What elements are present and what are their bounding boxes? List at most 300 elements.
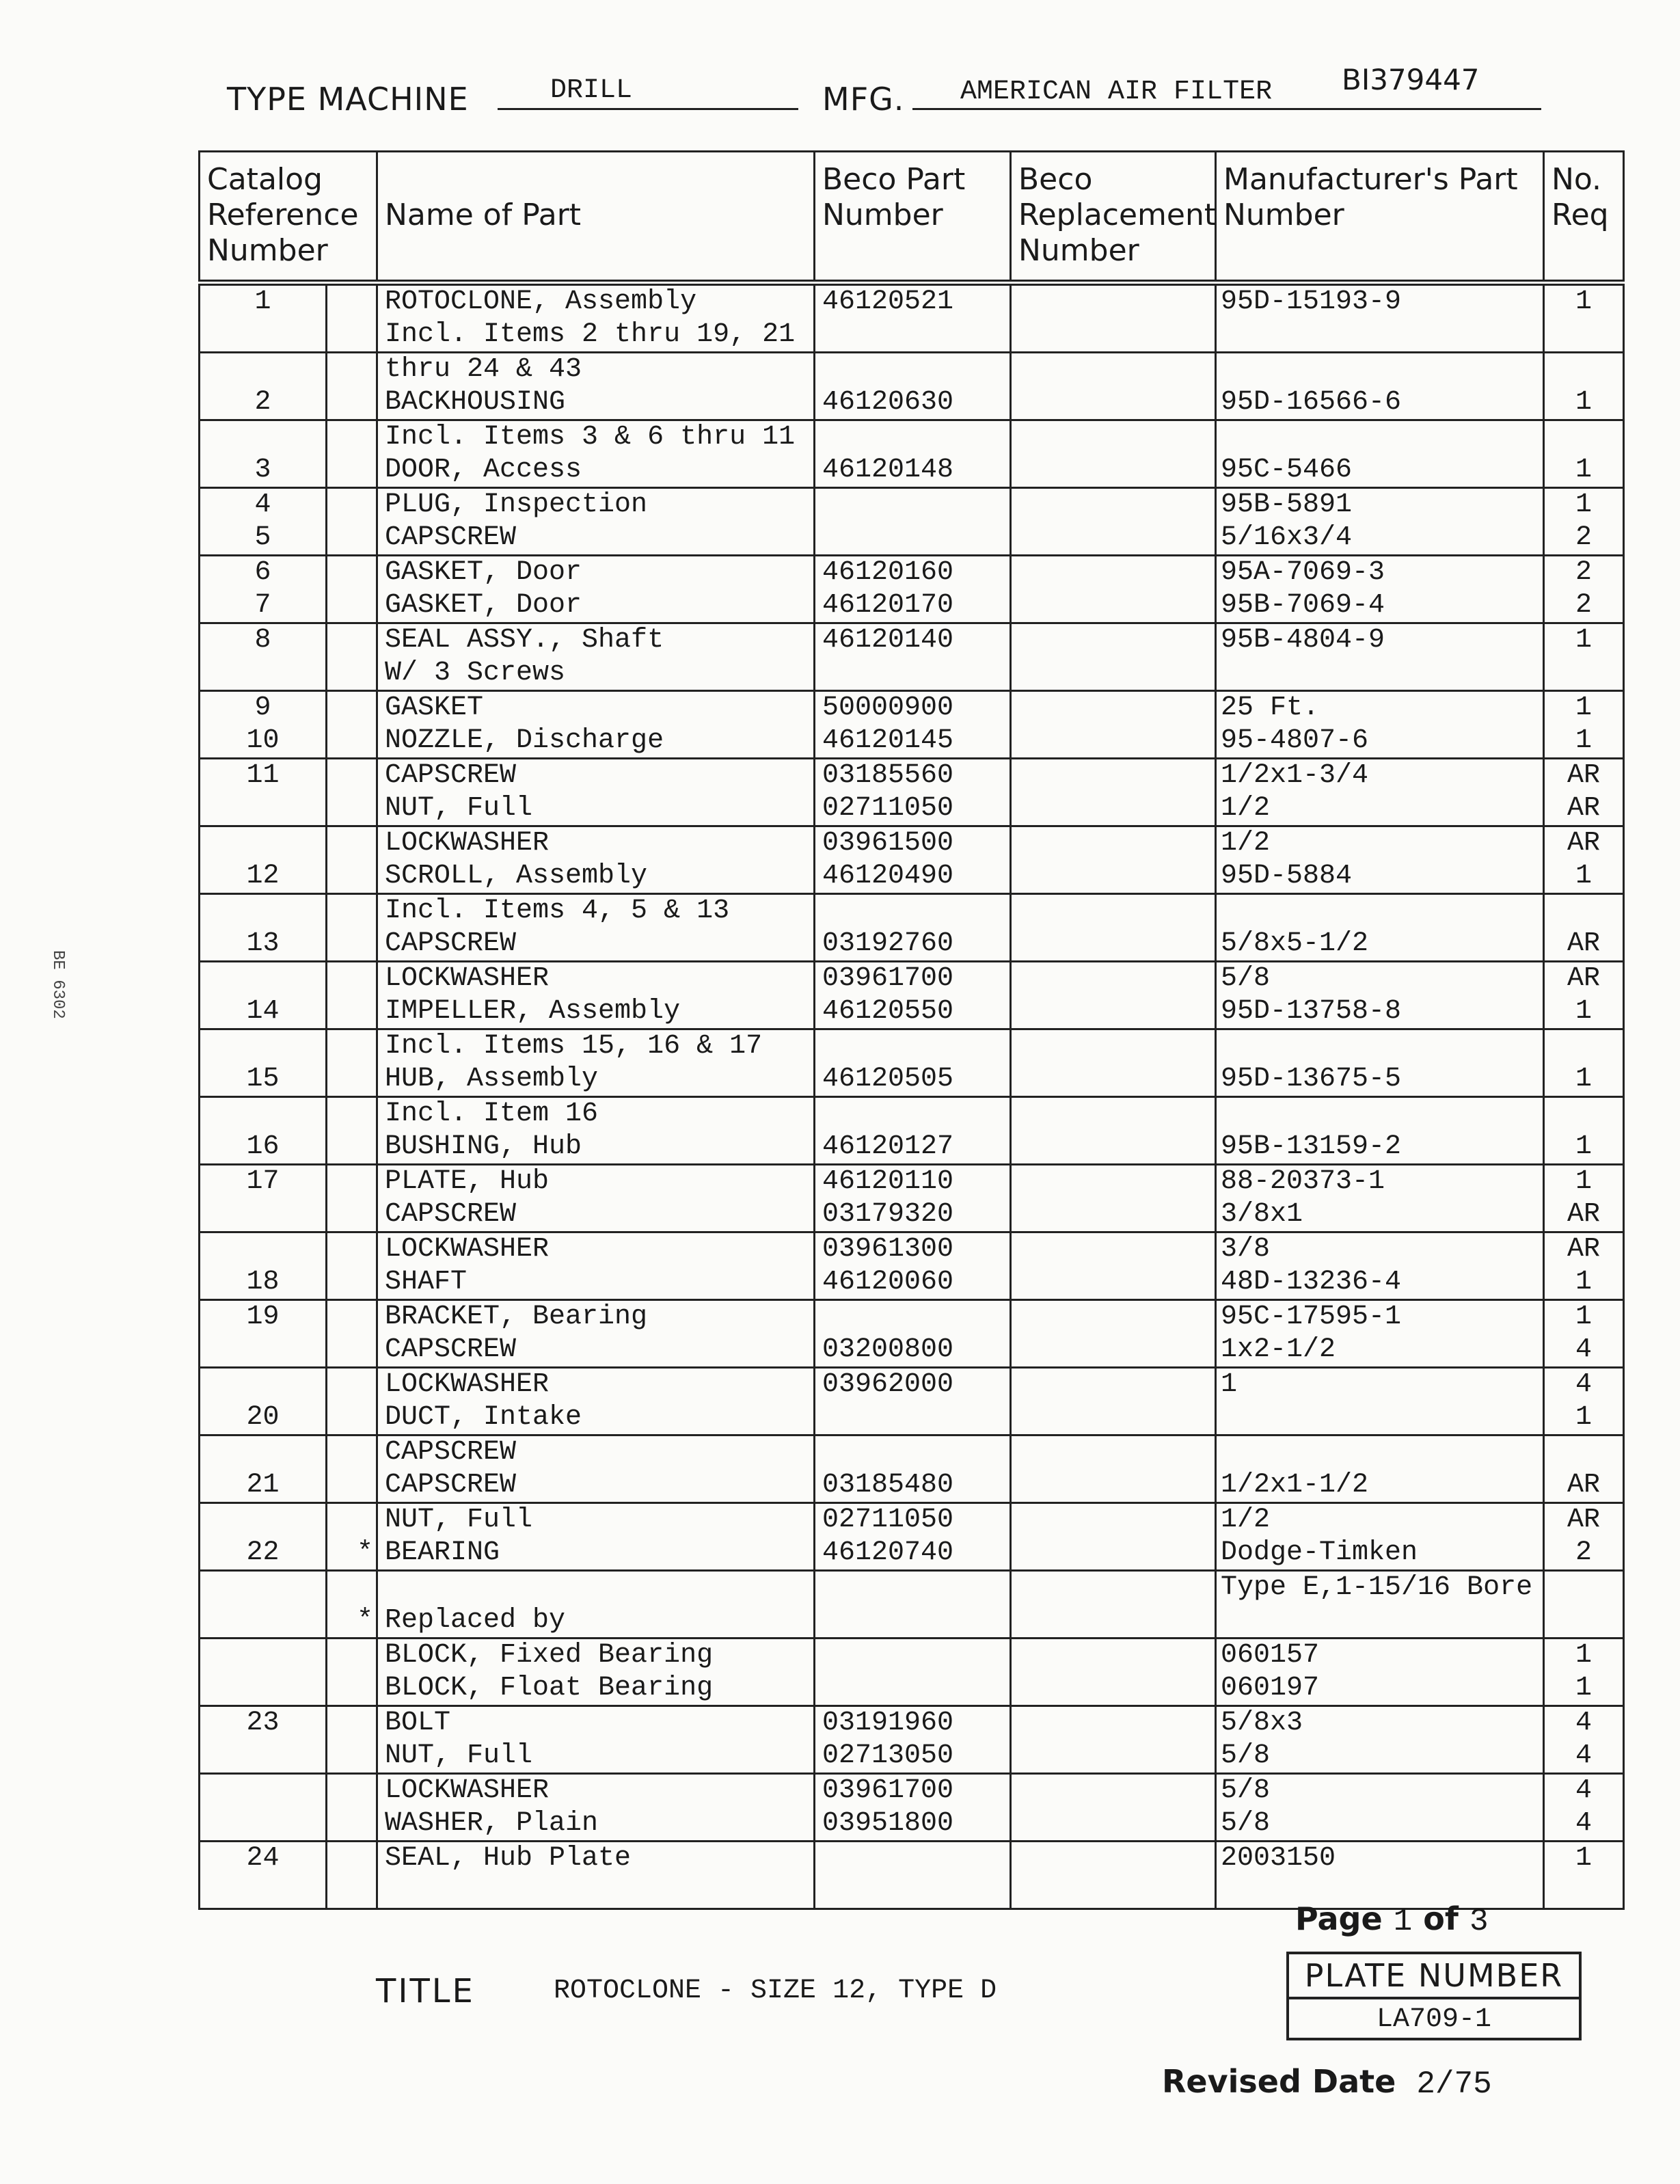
- part-name-cell: [377, 792, 815, 826]
- no-req-text: 1: [1575, 1064, 1592, 1094]
- part-name-cell: [377, 860, 815, 894]
- catalog-ref-cell: [200, 1029, 327, 1064]
- beco-part-cell: [815, 1672, 1011, 1706]
- table-row: [200, 657, 1624, 691]
- parts-table: [198, 150, 1625, 1910]
- beco-replacement-cell: [1011, 1232, 1216, 1267]
- replacement-mark-cell: [327, 1266, 377, 1300]
- mfg-label: MFG.: [822, 81, 905, 118]
- beco-replacement-cell: [1011, 488, 1216, 522]
- beco-replacement-cell: [1011, 1469, 1216, 1503]
- beco-replacement-cell: [1011, 1503, 1216, 1537]
- mfr-part-cell: [1216, 1334, 1544, 1368]
- part-name-cell: [377, 1063, 815, 1097]
- table-row: [200, 1029, 1624, 1064]
- beco-replacement-cell: [1011, 1807, 1216, 1842]
- beco-replacement-cell: [1011, 1334, 1216, 1368]
- beco-replacement-cell: [1011, 589, 1216, 623]
- catalog-ref-text: 7: [254, 590, 271, 621]
- beco-replacement-cell: [1011, 826, 1216, 861]
- catalog-ref-text: 1: [254, 286, 271, 317]
- beco-part-cell: [815, 1503, 1011, 1537]
- type-machine-underline: [498, 108, 798, 110]
- catalog-ref-text: 21: [246, 1470, 280, 1500]
- no-req-cell: [1544, 420, 1624, 455]
- page-current: 1: [1393, 1904, 1413, 1939]
- catalog-ref-cell: [200, 1571, 327, 1605]
- catalog-ref-text: 18: [246, 1267, 280, 1297]
- no-req-text: 1: [1575, 692, 1592, 723]
- beco-part-cell: [815, 792, 1011, 826]
- catalog-ref-cell: [200, 1774, 327, 1808]
- no-req-cell: [1544, 691, 1624, 725]
- mfr-part-cell: [1216, 353, 1544, 387]
- beco-part-cell: [815, 386, 1011, 420]
- replacement-mark-cell: [327, 928, 377, 962]
- table-row: [200, 1537, 1624, 1571]
- part-name-cell: [377, 894, 815, 928]
- beco-part-cell: [815, 1435, 1011, 1470]
- catalog-ref-cell: [200, 488, 327, 522]
- replacement-mark-cell: [327, 319, 377, 353]
- mfr-part-cell: [1216, 623, 1544, 658]
- mfr-part-cell: [1216, 995, 1544, 1029]
- part-name-cell: [377, 1232, 815, 1267]
- beco-part-cell: [815, 1300, 1011, 1334]
- beco-replacement-cell: [1011, 1672, 1216, 1706]
- part-name-cell: [377, 420, 815, 455]
- mfr-part-text: 1/2: [1221, 1505, 1271, 1535]
- part-name-cell: [377, 1435, 815, 1470]
- no-req-text: 1: [1575, 387, 1592, 418]
- part-name-cell: [377, 1266, 815, 1300]
- beco-replacement-cell: [1011, 860, 1216, 894]
- beco-part-cell: [815, 353, 1011, 387]
- replacement-mark-cell: [327, 386, 377, 420]
- catalog-ref-cell: [200, 1807, 327, 1842]
- beco-part-cell: [815, 1232, 1011, 1267]
- table-row: [200, 1469, 1624, 1503]
- catalog-ref-cell: [200, 1097, 327, 1131]
- catalog-ref-cell: [200, 759, 327, 793]
- catalog-ref-cell: [200, 725, 327, 759]
- catalog-ref-text: 8: [254, 625, 271, 656]
- col-header-catalog-ref: Catalog Reference Number: [200, 152, 377, 283]
- part-name-text: NOZZLE, Discharge: [385, 725, 664, 756]
- catalog-ref-cell: [200, 691, 327, 725]
- no-req-cell: [1544, 826, 1624, 861]
- catalog-ref-text: 9: [254, 692, 271, 723]
- part-name-cell: [377, 283, 815, 319]
- no-req-text: 1: [1575, 1640, 1592, 1671]
- part-name-cell: [377, 1131, 815, 1165]
- beco-replacement-cell: [1011, 1165, 1216, 1199]
- no-req-cell: [1544, 623, 1624, 658]
- beco-part-text: 46120630: [822, 387, 954, 418]
- replacement-mark-cell: [327, 1097, 377, 1131]
- col-header-beco-replacement: Beco Replacement Number: [1011, 152, 1216, 283]
- catalog-ref-cell: [200, 792, 327, 826]
- no-req-text: 1: [1575, 455, 1592, 485]
- type-machine-value: DRILL: [550, 75, 633, 106]
- table-row: [200, 488, 1624, 522]
- no-req-cell: [1544, 962, 1624, 996]
- no-req-cell: [1544, 1706, 1624, 1740]
- beco-replacement-cell: [1011, 1029, 1216, 1064]
- no-req-cell: [1544, 1198, 1624, 1232]
- col-header-no-req: No. Req: [1544, 152, 1624, 283]
- part-name-text: Incl. Items 2 thru 19, 21: [385, 319, 796, 350]
- mfr-part-text: 95D-15193-9: [1221, 286, 1402, 317]
- beco-part-cell: [815, 589, 1011, 623]
- catalog-ref-text: 13: [246, 928, 280, 959]
- catalog-ref-cell: [200, 928, 327, 962]
- replacement-mark-cell: [327, 1639, 377, 1673]
- no-req-cell: [1544, 319, 1624, 353]
- beco-part-cell: [815, 1807, 1011, 1842]
- part-name-text: CAPSCREW: [385, 928, 517, 959]
- catalog-ref-cell: [200, 522, 327, 556]
- mfr-part-text: 060197: [1221, 1673, 1320, 1703]
- no-req-cell: [1544, 1740, 1624, 1774]
- mfr-part-cell: [1216, 691, 1544, 725]
- replacement-mark-cell: [327, 759, 377, 793]
- catalog-ref-cell: [200, 1435, 327, 1470]
- part-name-text: CAPSCREW: [385, 522, 517, 553]
- catalog-ref-cell: [200, 420, 327, 455]
- mfr-part-text: 95B-4804-9: [1221, 625, 1385, 656]
- beco-part-cell: [815, 1537, 1011, 1571]
- revised-date-value: 2/75: [1416, 2066, 1492, 2102]
- no-req-cell: [1544, 1435, 1624, 1470]
- mfr-part-text: Dodge-Timken: [1221, 1537, 1418, 1568]
- mfr-part-cell: [1216, 1029, 1544, 1064]
- part-name-text: WASHER, Plain: [385, 1808, 599, 1839]
- no-req-cell: [1544, 1063, 1624, 1097]
- margin-mark: BE 6302: [49, 950, 67, 1019]
- table-row: [200, 1435, 1624, 1470]
- catalog-ref-cell: [200, 1232, 327, 1267]
- beco-part-cell: [815, 995, 1011, 1029]
- replacement-mark-cell: [327, 1401, 377, 1435]
- mfg-underline: [912, 108, 1541, 110]
- mfr-part-text: 1/2x1-1/2: [1221, 1470, 1369, 1500]
- no-req-cell: [1544, 860, 1624, 894]
- no-req-cell: [1544, 522, 1624, 556]
- beco-replacement-cell: [1011, 1063, 1216, 1097]
- part-name-text: IMPELLER, Assembly: [385, 996, 681, 1027]
- no-req-text: 4: [1575, 1334, 1592, 1365]
- beco-part-text: 03191960: [822, 1708, 954, 1738]
- mfr-part-cell: [1216, 860, 1544, 894]
- part-name-text: LOCKWASHER: [385, 1369, 550, 1400]
- beco-part-cell: [815, 1029, 1011, 1064]
- title-value: ROTOCLONE - SIZE 12, TYPE D: [554, 1976, 997, 2006]
- replacement-mark-cell: [327, 1604, 377, 1639]
- beco-part-text: 03961300: [822, 1234, 954, 1265]
- replacement-mark-cell: [327, 1807, 377, 1842]
- no-req-cell: [1544, 657, 1624, 691]
- catalog-ref-text: 22: [246, 1537, 280, 1568]
- beco-replacement-cell: [1011, 691, 1216, 725]
- catalog-ref-text: 23: [246, 1708, 280, 1738]
- mfr-part-cell: [1216, 1063, 1544, 1097]
- part-name-cell: [377, 454, 815, 488]
- mfr-part-cell: [1216, 1435, 1544, 1470]
- beco-part-text: 03200800: [822, 1334, 954, 1365]
- part-name-cell: [377, 1300, 815, 1334]
- no-req-cell: [1544, 1029, 1624, 1064]
- mfr-part-cell: [1216, 1198, 1544, 1232]
- no-req-text: 4: [1575, 1808, 1592, 1839]
- beco-replacement-cell: [1011, 1604, 1216, 1639]
- beco-part-cell: [815, 1571, 1011, 1605]
- beco-replacement-cell: [1011, 1639, 1216, 1673]
- catalog-ref-text: 5: [254, 522, 271, 553]
- mfr-part-text: 25 Ft.: [1221, 692, 1320, 723]
- mfr-part-cell: [1216, 962, 1544, 996]
- beco-part-cell: [815, 1198, 1011, 1232]
- mfr-part-text: 2003150: [1221, 1843, 1336, 1874]
- no-req-text: 1: [1575, 1402, 1592, 1433]
- part-name-cell: [377, 826, 815, 861]
- catalog-ref-text: 6: [254, 557, 271, 588]
- beco-replacement-cell: [1011, 283, 1216, 319]
- beco-part-cell: [815, 1842, 1011, 1909]
- part-name-cell: [377, 319, 815, 353]
- beco-replacement-cell: [1011, 556, 1216, 590]
- catalog-ref-cell: [200, 1537, 327, 1571]
- mfr-part-cell: [1216, 725, 1544, 759]
- no-req-cell: [1544, 1300, 1624, 1334]
- replacement-mark-cell: [327, 860, 377, 894]
- mfr-part-text: Type E,1-15/16 Bore: [1221, 1572, 1533, 1603]
- no-req-cell: [1544, 894, 1624, 928]
- no-req-cell: [1544, 1604, 1624, 1639]
- no-req-cell: [1544, 1571, 1624, 1605]
- no-req-text: 4: [1575, 1708, 1592, 1738]
- part-name-cell: [377, 1537, 815, 1571]
- beco-part-cell: [815, 556, 1011, 590]
- mfr-part-cell: [1216, 894, 1544, 928]
- part-name-text: SCROLL, Assembly: [385, 861, 648, 891]
- no-req-text: 1: [1575, 625, 1592, 656]
- table-row: [200, 1807, 1624, 1842]
- catalog-ref-cell: [200, 319, 327, 353]
- no-req-cell: [1544, 556, 1624, 590]
- beco-part-text: 03179320: [822, 1199, 954, 1230]
- replacement-mark-cell: [327, 1537, 377, 1571]
- table-row: [200, 1571, 1624, 1605]
- part-name-cell: [377, 962, 815, 996]
- beco-part-text: 46120110: [822, 1166, 954, 1197]
- mfr-part-cell: [1216, 1537, 1544, 1571]
- mfr-part-text: 95B-5891: [1221, 489, 1353, 520]
- beco-replacement-cell: [1011, 1842, 1216, 1909]
- no-req-text: 1: [1575, 1267, 1592, 1297]
- part-name-cell: [377, 995, 815, 1029]
- catalog-ref-cell: [200, 657, 327, 691]
- part-name-text: CAPSCREW: [385, 760, 517, 791]
- part-name-text: W/ 3 Screws: [385, 658, 566, 688]
- catalog-ref-cell: [200, 1604, 327, 1639]
- replacement-mark-text: *: [356, 1605, 373, 1636]
- replacement-mark-cell: [327, 1198, 377, 1232]
- mfr-part-text: 5/8: [1221, 963, 1271, 994]
- table-row: [200, 1503, 1624, 1537]
- mfr-part-text: 1: [1221, 1369, 1238, 1400]
- beco-replacement-cell: [1011, 1368, 1216, 1402]
- part-name-cell: [377, 1334, 815, 1368]
- part-name-text: PLUG, Inspection: [385, 489, 648, 520]
- beco-replacement-cell: [1011, 1300, 1216, 1334]
- mfr-part-cell: [1216, 1300, 1544, 1334]
- part-name-cell: [377, 1604, 815, 1639]
- mfr-part-text: 95C-5466: [1221, 455, 1353, 485]
- plate-number-label: PLATE NUMBER: [1289, 1954, 1579, 1999]
- no-req-text: 2: [1575, 522, 1592, 553]
- beco-part-text: 46120521: [822, 286, 954, 317]
- part-name-text: DOOR, Access: [385, 455, 582, 485]
- table-row: [200, 1842, 1624, 1909]
- no-req-text: AR: [1567, 1470, 1600, 1500]
- beco-replacement-cell: [1011, 1537, 1216, 1571]
- part-name-cell: [377, 1706, 815, 1740]
- table-row: [200, 522, 1624, 556]
- catalog-ref-cell: [200, 1198, 327, 1232]
- mfr-part-text: 95D-13758-8: [1221, 996, 1402, 1027]
- part-name-text: LOCKWASHER: [385, 963, 550, 994]
- beco-part-cell: [815, 1469, 1011, 1503]
- table-row: [200, 386, 1624, 420]
- no-req-cell: [1544, 725, 1624, 759]
- mfr-part-text: 3/8x1: [1221, 1199, 1303, 1230]
- beco-part-text: 02713050: [822, 1740, 954, 1771]
- replacement-mark-cell: [327, 1165, 377, 1199]
- mfr-part-cell: [1216, 283, 1544, 319]
- part-name-text: CAPSCREW: [385, 1437, 517, 1468]
- beco-part-cell: [815, 725, 1011, 759]
- mfr-part-text: 1/2: [1221, 828, 1271, 859]
- catalog-ref-cell: [200, 1740, 327, 1774]
- part-name-text: CAPSCREW: [385, 1199, 517, 1230]
- mfr-part-text: 95A-7069-3: [1221, 557, 1385, 588]
- beco-part-text: 03192760: [822, 928, 954, 959]
- catalog-ref-cell: [200, 1503, 327, 1537]
- part-name-text: BRACKET, Bearing: [385, 1302, 648, 1332]
- no-req-cell: [1544, 283, 1624, 319]
- table-row: [200, 1774, 1624, 1808]
- revised-date: [1162, 2063, 1492, 2102]
- beco-replacement-cell: [1011, 995, 1216, 1029]
- mfr-part-cell: [1216, 826, 1544, 861]
- beco-part-cell: [815, 1639, 1011, 1673]
- replacement-mark-cell: [327, 1029, 377, 1064]
- part-name-cell: [377, 1842, 815, 1909]
- beco-part-cell: [815, 522, 1011, 556]
- replacement-mark-cell: [327, 1774, 377, 1808]
- part-name-text: thru 24 & 43: [385, 354, 582, 385]
- no-req-text: 1: [1575, 996, 1592, 1027]
- beco-replacement-cell: [1011, 1571, 1216, 1605]
- part-name-cell: [377, 928, 815, 962]
- catalog-ref-cell: [200, 556, 327, 590]
- replacement-mark-cell: [327, 522, 377, 556]
- table-row: [200, 1198, 1624, 1232]
- beco-replacement-cell: [1011, 1774, 1216, 1808]
- catalog-ref-text: 16: [246, 1131, 280, 1162]
- mfr-part-cell: [1216, 454, 1544, 488]
- no-req-text: 1: [1575, 1843, 1592, 1874]
- catalog-ref-cell: [200, 1706, 327, 1740]
- part-name-cell: [377, 1029, 815, 1064]
- beco-part-text: 46120127: [822, 1131, 954, 1162]
- beco-part-text: 46120148: [822, 455, 954, 485]
- part-name-cell: [377, 1774, 815, 1808]
- replacement-mark-cell: [327, 1842, 377, 1909]
- beco-part-cell: [815, 1334, 1011, 1368]
- part-name-cell: [377, 589, 815, 623]
- catalog-ref-text: 12: [246, 861, 280, 891]
- mfr-part-text: 95B-13159-2: [1221, 1131, 1402, 1162]
- part-name-cell: [377, 1198, 815, 1232]
- mfr-part-cell: [1216, 589, 1544, 623]
- replacement-mark-cell: [327, 1469, 377, 1503]
- mfr-part-text: 95-4807-6: [1221, 725, 1369, 756]
- table-row: [200, 759, 1624, 793]
- beco-part-cell: [815, 1706, 1011, 1740]
- replacement-mark-cell: [327, 1672, 377, 1706]
- beco-replacement-cell: [1011, 1131, 1216, 1165]
- part-name-text: BOLT: [385, 1708, 451, 1738]
- table-row: [200, 1604, 1624, 1639]
- part-name-cell: [377, 1740, 815, 1774]
- no-req-text: AR: [1567, 760, 1600, 791]
- replacement-mark-cell: [327, 1435, 377, 1470]
- beco-part-text: 03961500: [822, 828, 954, 859]
- no-req-text: AR: [1567, 928, 1600, 959]
- no-req-cell: [1544, 1469, 1624, 1503]
- part-name-cell: [377, 556, 815, 590]
- part-name-cell: [377, 725, 815, 759]
- mfr-part-cell: [1216, 1706, 1544, 1740]
- mfr-part-text: 5/8x3: [1221, 1708, 1303, 1738]
- beco-replacement-cell: [1011, 1097, 1216, 1131]
- replacement-mark-cell: [327, 623, 377, 658]
- part-name-cell: [377, 623, 815, 658]
- beco-part-cell: [815, 928, 1011, 962]
- replacement-mark-cell: [327, 1063, 377, 1097]
- table-row: [200, 420, 1624, 455]
- beco-replacement-cell: [1011, 1740, 1216, 1774]
- catalog-ref-cell: [200, 860, 327, 894]
- mfr-part-text: 88-20373-1: [1221, 1166, 1385, 1197]
- mfr-part-text: 5/16x3/4: [1221, 522, 1353, 553]
- mfr-part-cell: [1216, 928, 1544, 962]
- no-req-text: AR: [1567, 828, 1600, 859]
- no-req-text: AR: [1567, 1199, 1600, 1230]
- replacement-mark-cell: [327, 1334, 377, 1368]
- table-row: [200, 1097, 1624, 1131]
- page-indicator: [1295, 1900, 1489, 1939]
- replacement-mark-cell: [327, 1503, 377, 1537]
- table-row: [200, 928, 1624, 962]
- catalog-ref-cell: [200, 283, 327, 319]
- no-req-text: 2: [1575, 557, 1592, 588]
- part-name-text: BEARING: [385, 1537, 500, 1568]
- table-row: [200, 353, 1624, 387]
- catalog-ref-cell: [200, 1672, 327, 1706]
